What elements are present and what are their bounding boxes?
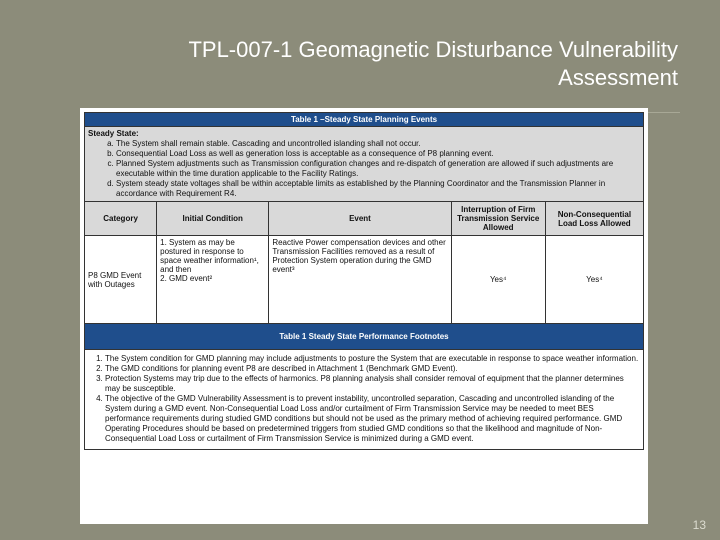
col-interruption: Interruption of Firm Transmission Service Allowed (451, 202, 545, 236)
page-number: 13 (692, 518, 706, 532)
slide-title-line1: TPL-007-1 Geomagnetic Disturbance Vulnerability (188, 37, 678, 62)
footnote-item: 2. The GMD conditions for planning event P8 are described in Attachment 1 (Benchmark GMD Event). (105, 364, 639, 374)
steady-state-block (85, 127, 644, 202)
col-initial-condition: Initial Condition (157, 202, 269, 236)
slide-title-line2: Assessment (558, 65, 678, 90)
cell-initial-condition (157, 236, 269, 324)
steady-item: c. Planned System adjustments such as Transmission configuration changes and re-dispatch of generation are allowed if such adjustments are executable within the time duration applicable to the Facility Ratings. (116, 159, 640, 179)
planning-events-table (84, 112, 644, 450)
table-row (85, 236, 644, 324)
table1-header: Table 1 –Steady State Planning Events (85, 113, 644, 127)
col-event: Event (269, 202, 451, 236)
footnote-item: 4. The objective of the GMD Vulnerability Assessment is to prevent instability, uncontrolled separation, Cascading and uncontrolled islanding of the System during a GMD event. Non-Consequential Load Loss and/or curtailment of Firm Transmission Service may be needed to meet BES performance requirements during studied GMD conditions but should not be used as the primary method of achieving required performance. GMD Operating Procedures should be based on predetermined triggers from studied GMD conditions so that the likelihood and magnitude of Non-Consequential Load Loss or curtailment of Firm Transmission Service is minimized during a GMD event. (105, 394, 639, 444)
steady-state-list (88, 139, 640, 199)
slide-title (120, 36, 678, 92)
steady-item: b. Consequential Load Loss as well as generation loss is acceptable as a consequence of P8 planning event. (116, 149, 640, 159)
footnotes-block (85, 350, 644, 450)
footnotes-list (89, 354, 639, 444)
col-category: Category (85, 202, 157, 236)
footnote-item: 1. The System condition for GMD planning may include adjustments to posture the System that are executable in response to space weather information. (105, 354, 639, 364)
cell-interruption: Yes⁴ (451, 236, 545, 324)
cell-non-consequential: Yes⁴ (545, 236, 643, 324)
col-non-consequential: Non-Consequential Load Loss Allowed (545, 202, 643, 236)
steady-state-label: Steady State: (88, 129, 139, 138)
cell-category: P8 GMD Event with Outages (85, 236, 157, 324)
footnote-item: 3. Protection Systems may trip due to the effects of harmonics. P8 planning analysis shall consider removal of equipment that the planner determines may be susceptible. (105, 374, 639, 394)
footnotes-header: Table 1 Steady State Performance Footnotes (85, 324, 644, 350)
steady-item: d. System steady state voltages shall be within acceptable limits as established by the Planning Coordinator and the Transmission Planner in accordance with Requirement R4. (116, 179, 640, 199)
steady-item: a. The System shall remain stable. Cascading and uncontrolled islanding shall not occur. (116, 139, 640, 149)
cell-event: Reactive Power compensation devices and other Transmission Facilities removed as a result of Protection System operation during the GMD event³ (269, 236, 451, 324)
document-image (80, 108, 648, 524)
initial-condition-2: 2. GMD event² (160, 274, 213, 283)
initial-condition-1: 1. System as may be postured in response to space weather information¹, and then (160, 238, 259, 274)
